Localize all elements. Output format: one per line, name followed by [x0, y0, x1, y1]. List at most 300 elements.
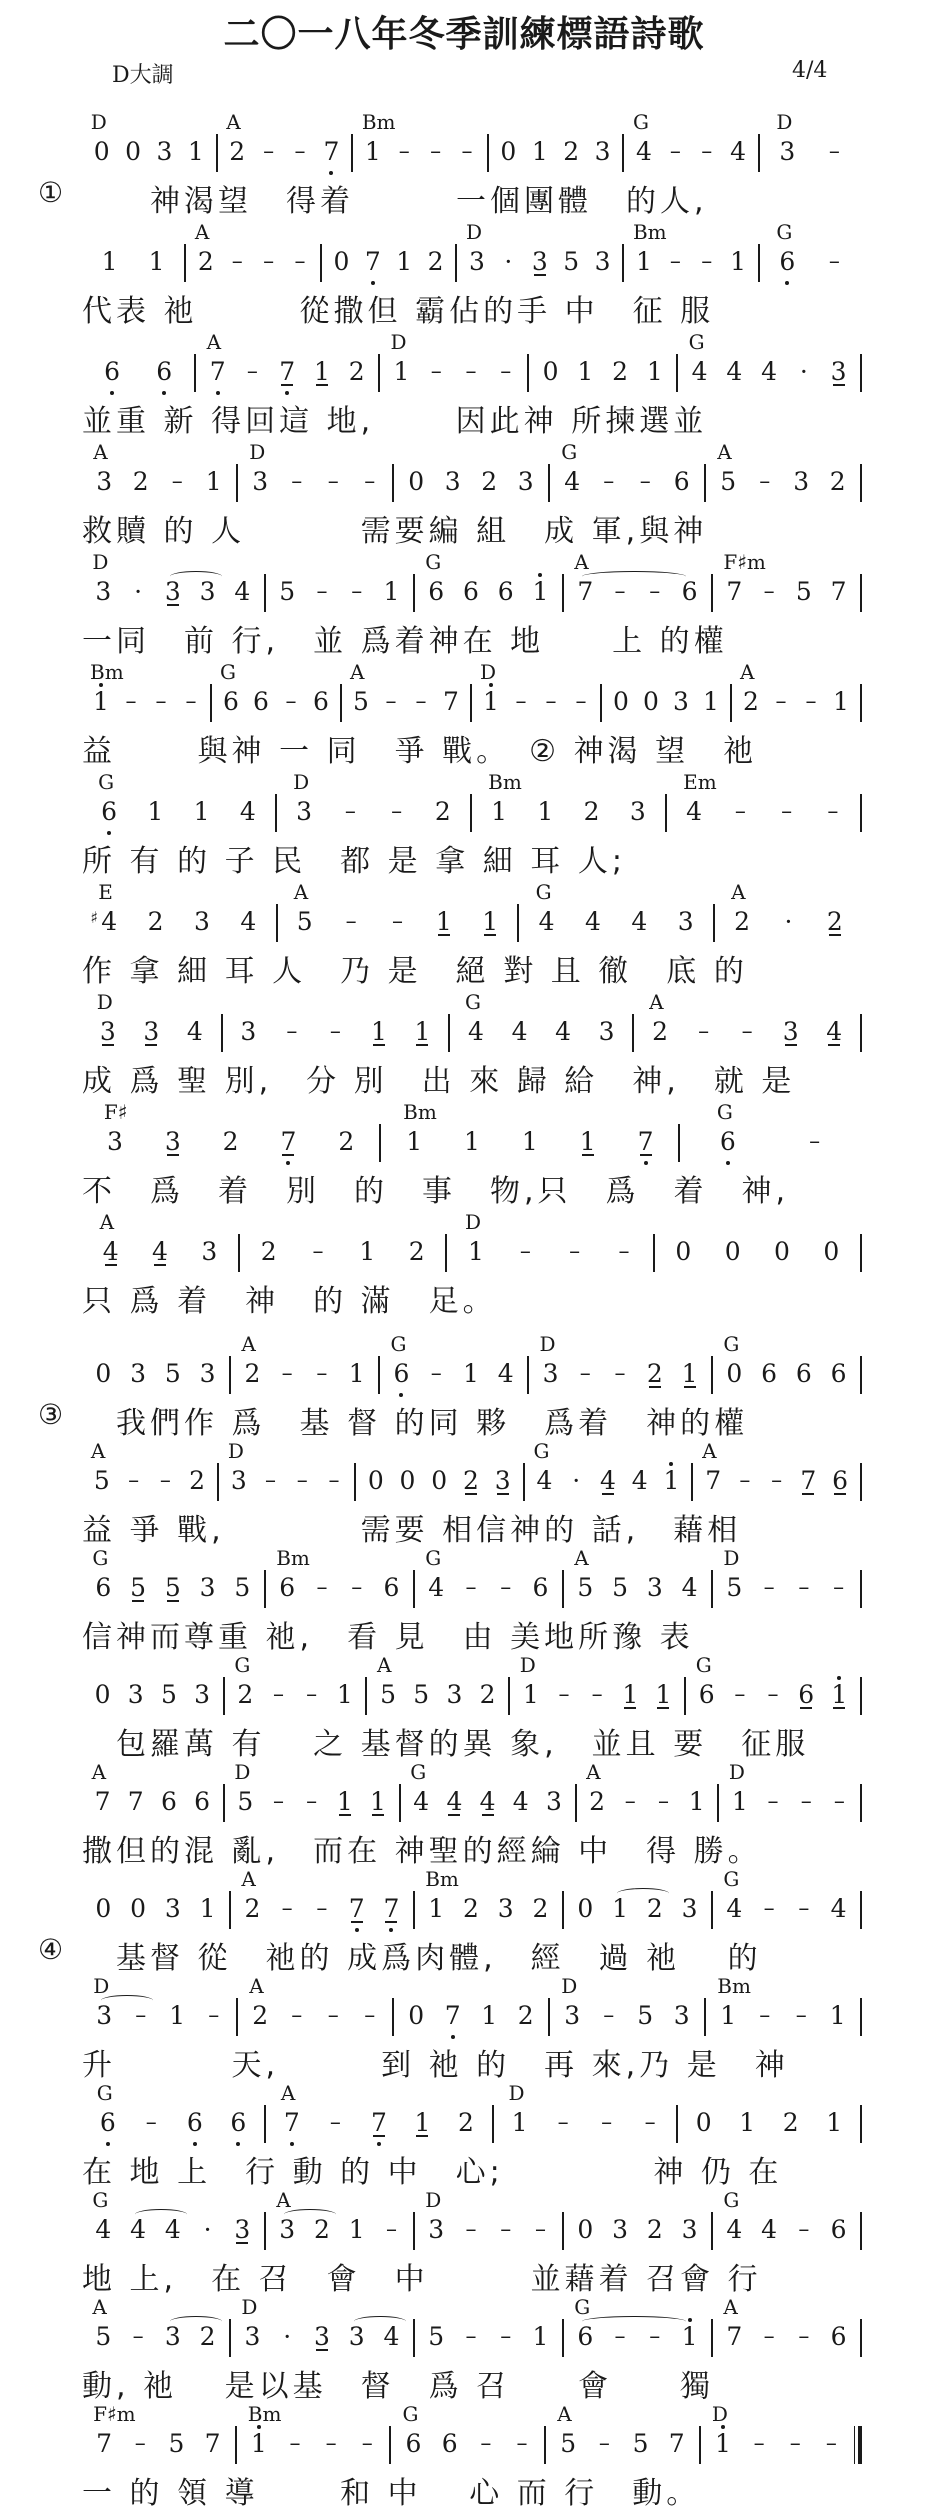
- score-system: [82, 878, 862, 989]
- note: [480, 465, 498, 499]
- note: [681, 1571, 699, 1605]
- note: [350, 660, 370, 719]
- note-value: –: [465, 359, 477, 384]
- dash-hold: [572, 685, 590, 719]
- underline-beam: [484, 934, 496, 936]
- lyrics-line: 神渴望 得着 一個團體 的人,: [82, 184, 708, 219]
- note-value: 6: [832, 1466, 849, 1495]
- measure: [680, 1100, 862, 1162]
- dash-hold: [611, 2320, 629, 2354]
- dash-hold: [822, 2427, 840, 2461]
- note: [361, 110, 396, 169]
- note: [760, 355, 778, 389]
- note-value: 0: [643, 687, 659, 716]
- measure: [394, 1996, 548, 2036]
- score-system: [38, 1330, 862, 1441]
- note-value: 0: [726, 1359, 743, 1388]
- note: [497, 1357, 515, 1391]
- lyrics-line: 代表 祂 從撒但 霸佔的手 中 征 服: [82, 294, 715, 329]
- note-value: 6: [428, 577, 445, 606]
- measure: [713, 550, 860, 612]
- note-value: –: [603, 469, 615, 494]
- note: [337, 1125, 355, 1159]
- note-value: –: [649, 2324, 661, 2349]
- note: [358, 1235, 376, 1269]
- note: [632, 220, 667, 279]
- dash-hold: [462, 2213, 480, 2247]
- note-value: –: [789, 2431, 801, 2456]
- note: [127, 1678, 145, 1712]
- dash-hold: [382, 685, 400, 719]
- chord-label: A: [574, 550, 589, 574]
- notes-row: [82, 1439, 862, 1501]
- chord-label: D: [90, 110, 107, 134]
- measure: [266, 2188, 413, 2250]
- note-value: –: [753, 2431, 765, 2456]
- note-value: ·: [504, 247, 513, 276]
- note: [167, 2427, 185, 2461]
- note-value: 1: [205, 467, 222, 496]
- note-value: 3: [594, 137, 611, 166]
- note-value: 2: [338, 1127, 355, 1156]
- note: [413, 1015, 431, 1049]
- dash-hold: [348, 575, 366, 609]
- chord-label: A: [280, 2081, 296, 2105]
- note-value: 4: [164, 2215, 181, 2244]
- measure: [342, 660, 470, 722]
- note: [146, 795, 164, 829]
- note-value: –: [603, 2003, 615, 2028]
- notes-row: [82, 440, 862, 502]
- note-value: 0: [399, 1466, 416, 1495]
- chord-label: D: [227, 1439, 244, 1463]
- note-value: 0: [577, 2215, 594, 2244]
- underline-beam: [154, 1264, 166, 1266]
- note-value: 2: [517, 2001, 534, 2030]
- dash-hold: [802, 685, 820, 719]
- chord-label: A: [702, 1439, 717, 1463]
- note: [204, 2427, 222, 2461]
- note: [413, 2106, 431, 2140]
- chord-label: G: [533, 1439, 550, 1463]
- note: [193, 795, 211, 829]
- underline-beam: [167, 1154, 179, 1156]
- note: [497, 575, 515, 609]
- dash-hold: [731, 1678, 749, 1712]
- underline-beam: [828, 1044, 840, 1046]
- underline-beam: [416, 1044, 428, 1046]
- note-value: –: [795, 2003, 807, 2028]
- note: [91, 1760, 112, 1819]
- note-value: 3: [598, 1017, 615, 1046]
- underline-beam: [684, 1386, 696, 1388]
- note: [531, 135, 549, 169]
- note-value: –: [828, 139, 840, 164]
- measure: [564, 2295, 711, 2357]
- note: [129, 1571, 147, 1605]
- notes-row: [82, 2081, 862, 2143]
- note-value: 1: [359, 1237, 376, 1266]
- lyrics-line: 基督 從 祂的 成爲肉體, 經 過 祂 的: [82, 1941, 762, 1976]
- measure: [706, 440, 860, 502]
- measure: [82, 990, 221, 1052]
- notes-row: [82, 1867, 862, 1929]
- note: [574, 550, 594, 609]
- sharp-icon: ♯: [90, 908, 98, 927]
- measure: [577, 1760, 718, 1822]
- note-value: 7: [668, 2429, 685, 2458]
- measure: [391, 2402, 544, 2464]
- measure: [494, 2081, 676, 2143]
- note: [442, 685, 460, 719]
- measure: [693, 1439, 860, 1501]
- chord-label: F♯: [103, 1100, 128, 1124]
- note: [94, 1357, 112, 1391]
- note-value: 2: [563, 137, 580, 166]
- score-system: [82, 1651, 862, 1762]
- note-value: –: [132, 2324, 144, 2349]
- note: [260, 1235, 278, 1269]
- dash-hold: [615, 1235, 633, 1269]
- dash-hold: [497, 2320, 515, 2354]
- note-value: 2: [479, 1680, 496, 1709]
- note-value: 3: [234, 2215, 251, 2244]
- note: [278, 355, 296, 389]
- dash-hold: [698, 245, 716, 279]
- dash-hold: [462, 355, 480, 389]
- chord-label: G: [574, 2295, 591, 2319]
- dot-augment: [199, 2213, 217, 2247]
- measure: [550, 440, 704, 502]
- key-signature: D大調: [112, 63, 174, 88]
- dash-hold: [358, 2427, 376, 2461]
- underline-beam: [372, 1814, 384, 1816]
- measure: [82, 1889, 229, 1929]
- score-system: [82, 218, 862, 329]
- note: [276, 2188, 296, 2247]
- note-value: –: [734, 799, 746, 824]
- measure: [564, 2210, 711, 2250]
- note-value: 5: [795, 577, 812, 606]
- dash-hold: [666, 245, 684, 279]
- chord-label: Em: [683, 770, 717, 794]
- note-value: 2: [646, 1894, 663, 1923]
- lyrics-line: 撒但的混 亂, 而在 神聖的經綸 中 得 勝。: [82, 1834, 762, 1869]
- note-value: 3: [240, 1017, 257, 1046]
- note-value: –: [159, 1468, 171, 1493]
- note: [681, 1357, 699, 1391]
- barline: [860, 1677, 862, 1715]
- note-value: 4: [726, 357, 743, 386]
- note-value: 2: [244, 1359, 261, 1388]
- note-value: 1: [663, 1466, 680, 1495]
- note-value: –: [312, 1239, 324, 1264]
- score-system: [82, 438, 862, 549]
- measure: [564, 1889, 711, 1929]
- note-value: –: [351, 579, 363, 604]
- low-octave-dot: [216, 391, 220, 395]
- note-value: 4: [240, 907, 257, 936]
- measure: [525, 1439, 692, 1501]
- note: [229, 2106, 247, 2140]
- note-value: 1: [414, 2108, 431, 2137]
- note-value: 0: [577, 1894, 594, 1923]
- notes-row: [82, 110, 862, 172]
- note-value: –: [461, 139, 473, 164]
- note-value: –: [316, 1361, 328, 1386]
- note-value: 2: [260, 1237, 277, 1266]
- note: [233, 2213, 251, 2247]
- note: [723, 1546, 743, 1605]
- note-value: –: [798, 1896, 810, 1921]
- dash-hold: [641, 2106, 659, 2140]
- note: [531, 2320, 549, 2354]
- note-value: 4: [681, 1573, 698, 1602]
- note-value: 7: [283, 2108, 300, 2137]
- note: [536, 795, 554, 829]
- note-value: 2: [313, 2215, 330, 2244]
- dash-hold: [497, 355, 515, 389]
- lyrics-line: 在 地 上 行 動 的 中 心; 神 仍 在: [82, 2155, 783, 2190]
- measure: [186, 220, 320, 282]
- lyrics-line: 信神而尊重 祂, 看 見 由 美地所豫 表: [82, 1620, 694, 1655]
- score-system: [82, 1544, 862, 1655]
- note-value: 3: [517, 467, 534, 496]
- note-value: 4: [631, 1466, 648, 1495]
- dash-hold: [132, 1999, 150, 2033]
- note: [494, 1464, 512, 1498]
- note-value: 1: [336, 1787, 353, 1816]
- dash-hold: [795, 2213, 813, 2247]
- note-value: 1: [522, 1680, 539, 1709]
- note-value: –: [698, 1019, 710, 1044]
- note-value: 1: [93, 687, 109, 716]
- dash-hold: [611, 1357, 629, 1391]
- dot-augment: [795, 355, 813, 389]
- note-value: 3: [545, 1787, 562, 1816]
- notes-row: [82, 660, 862, 722]
- note: [188, 1464, 206, 1498]
- note: [729, 245, 747, 279]
- chord-label: A: [740, 660, 755, 684]
- note: [717, 1974, 751, 2033]
- measure: [415, 550, 562, 612]
- note: [738, 2106, 756, 2140]
- note: [382, 1571, 400, 1605]
- measure: [82, 2188, 264, 2250]
- measure: [212, 660, 340, 722]
- notes-row: [82, 1760, 862, 1822]
- note-value: 3: [444, 467, 461, 496]
- note-value: –: [329, 2110, 341, 2135]
- note: [186, 1015, 204, 1049]
- chord-label: D: [249, 440, 266, 464]
- note-value: –: [809, 1129, 821, 1154]
- note-value: 2: [612, 357, 628, 386]
- note-value: –: [763, 1896, 775, 1921]
- measure: [678, 330, 860, 392]
- note-value: 2: [132, 467, 149, 496]
- note-value: –: [763, 1575, 775, 1600]
- note-value: –: [798, 1575, 810, 1600]
- note: [611, 1571, 629, 1605]
- note: [367, 1464, 385, 1498]
- dash-hold: [646, 575, 664, 609]
- note: [611, 2213, 629, 2247]
- note-value: –: [800, 1789, 812, 1814]
- note-value: –: [759, 469, 771, 494]
- note-value: –: [391, 909, 403, 934]
- note-value: 1: [531, 137, 548, 166]
- note-value: 4: [234, 577, 251, 606]
- measure: [415, 1867, 562, 1929]
- note-value: 6: [698, 1680, 715, 1709]
- note-value: –: [825, 2431, 837, 2456]
- lyrics-line: 升 天, 到 祂 的 再 來,乃 是 神: [82, 2048, 789, 2083]
- measure: [472, 660, 600, 722]
- note-value: 4: [555, 1017, 572, 1046]
- note-value: 3: [244, 2322, 261, 2351]
- note-value: 3: [673, 2001, 690, 2030]
- note: [241, 2295, 261, 2354]
- note-value: 6: [279, 1573, 296, 1602]
- measure: [218, 110, 352, 172]
- note-value: –: [385, 689, 397, 714]
- dash-hold: [666, 135, 684, 169]
- measure: [225, 1760, 399, 1822]
- score-system: [82, 1758, 862, 1869]
- note-value: 2: [734, 907, 751, 936]
- dash-hold: [531, 2213, 549, 2247]
- note-value: –: [306, 1682, 318, 1707]
- note-value: 0: [675, 1237, 692, 1266]
- note: [584, 905, 602, 939]
- note-value: 1: [482, 907, 499, 936]
- note: [164, 2320, 182, 2354]
- note: [94, 1678, 112, 1712]
- note-value: 1: [348, 1359, 365, 1388]
- note: [399, 1464, 417, 1498]
- measure: [231, 1332, 378, 1394]
- note-value: –: [361, 2431, 373, 2456]
- note: [90, 880, 118, 939]
- score-system: [82, 2400, 862, 2511]
- note-value: 1: [199, 1894, 216, 1923]
- measure: [546, 2402, 699, 2464]
- chord-label: A: [99, 1210, 115, 1234]
- note-value: 4: [686, 797, 703, 826]
- note-value: –: [575, 689, 587, 714]
- note-value: 3: [446, 1680, 463, 1709]
- lyrics-line: 益 與神 一 同 爭 戰。 ② 神渴 望 祂: [82, 734, 758, 769]
- note-value: –: [430, 1361, 442, 1386]
- note-value: 6: [463, 577, 479, 606]
- low-octave-dot: [285, 391, 289, 395]
- note-value: 5: [726, 1573, 743, 1602]
- chord-label: A: [90, 1439, 106, 1463]
- note: [199, 1571, 217, 1605]
- dash-hold: [313, 1892, 331, 1926]
- note-value: ·: [283, 2322, 292, 2351]
- note-value: 4: [152, 1237, 168, 1266]
- note-value: 7: [830, 577, 847, 606]
- note: [531, 1571, 549, 1605]
- note: [390, 1332, 410, 1391]
- note-value: 3: [646, 1573, 663, 1602]
- note: [199, 1357, 217, 1391]
- measure: [322, 242, 456, 282]
- measure: [381, 1100, 678, 1162]
- note-value: –: [263, 249, 275, 274]
- dash-hold: [756, 465, 774, 499]
- note-value: –: [155, 689, 167, 714]
- dash-hold: [750, 2427, 768, 2461]
- dash-hold: [388, 795, 406, 829]
- note-value: 1: [646, 357, 663, 386]
- note-value: –: [281, 1361, 293, 1386]
- note-value: –: [480, 2431, 492, 2456]
- note: [395, 245, 413, 279]
- note: [531, 575, 549, 609]
- note-value: 5: [164, 1573, 181, 1602]
- note-value: 0: [130, 1894, 147, 1923]
- note-value: 7: [800, 1466, 817, 1495]
- note-value: 4: [383, 2322, 400, 2351]
- measure: [266, 572, 413, 612]
- note-value: 6: [104, 357, 121, 386]
- note: [631, 1464, 649, 1498]
- note: [562, 135, 580, 169]
- notes-row: [82, 2188, 862, 2250]
- note: [322, 135, 340, 169]
- note-value: 6: [577, 2322, 594, 2351]
- note-value: 3: [469, 247, 485, 276]
- note: [562, 245, 580, 279]
- note-value: –: [465, 1575, 477, 1600]
- underline-beam: [385, 1921, 397, 1923]
- note-value: ·: [784, 907, 793, 936]
- barline: [860, 2212, 862, 2250]
- score-system: [38, 108, 862, 219]
- note: [382, 2320, 400, 2354]
- dot-augment: [567, 1464, 585, 1498]
- note: [642, 685, 660, 719]
- dash-hold: [324, 1999, 342, 2033]
- barline: [860, 1570, 862, 1608]
- note-value: 4: [536, 1466, 553, 1495]
- note-value: 3: [677, 907, 694, 936]
- measure: [529, 1332, 711, 1394]
- note-value: 5: [720, 467, 737, 496]
- note: [444, 465, 462, 499]
- note-value: 3: [313, 2322, 330, 2351]
- low-octave-dot: [329, 171, 333, 175]
- note-value: 1: [435, 907, 452, 936]
- measure: [82, 1210, 238, 1272]
- dash-hold: [125, 1464, 143, 1498]
- note-value: 5: [380, 1680, 396, 1709]
- low-octave-dot: [290, 2142, 294, 2146]
- note-value: 3: [164, 1127, 181, 1156]
- chord-label: G: [561, 440, 578, 464]
- note-value: –: [734, 1682, 746, 1707]
- dash-hold: [388, 905, 406, 939]
- underline-beam: [167, 604, 179, 606]
- dash-hold: [654, 1785, 672, 1819]
- note: [336, 1678, 354, 1712]
- note: [348, 2320, 366, 2354]
- note: [574, 2295, 594, 2354]
